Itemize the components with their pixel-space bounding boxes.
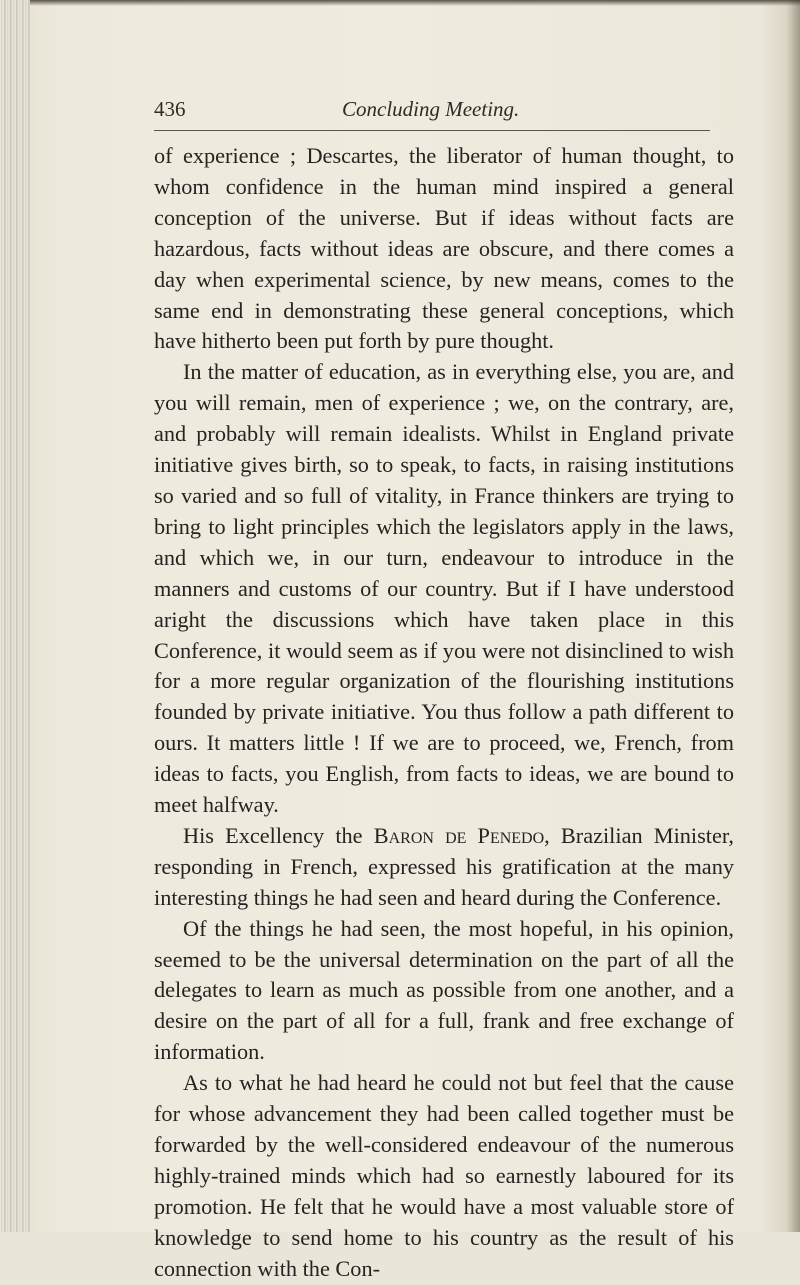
body-text: [154, 141, 734, 1285]
page-header: [154, 97, 714, 133]
header-rule: [154, 130, 710, 131]
paragraph-3: [154, 821, 734, 914]
paragraph-3-text: , Brazilian Minister, responding in French, expressed his gratification at the many interesting things he had seen and heard during the Conference.: [154, 822, 735, 910]
page-top-edge: [30, 0, 800, 6]
page-right-edge: [786, 0, 800, 1232]
paragraph-4: Of the things he had seen, the most hopeful, in his opinion, seemed to be the universal determination on the part of all the delegates to learn as much as possible from one another, and a desire on the part of all for a full, frank and free exchange of information.: [154, 915, 734, 1065]
speaker-name: Baron de Penedo: [373, 822, 545, 848]
running-title: Concluding Meeting.: [342, 97, 520, 121]
paragraph-3-lead: His Excellency the: [183, 822, 374, 848]
book-spine-shadow: [0, 0, 30, 1232]
paragraph-2: In the matter of education, as in everything else, you are, and you will remain, men of experience ; we, on the contrary, are, and probably will remain idealists. Whilst in England private initiative gives birth, so to speak, to facts, in raising institutions so varied and so full of vitality, in France thinkers are trying to bring to light principles which the legislators apply in the laws, and which we, in our turn, endeavour to introduce in the manners and customs of our country. But if I have understood aright the discussions which have taken place in this Conference, it would seem as if you were not disinclined to wish for a more regular organization of the flourishing institutions founded by private initiative. You thus follow a path different to ours. It matters little ! If we are to proceed, we, French, from ideas to facts, you English, from facts to ideas, we are bound to meet halfway.: [154, 359, 734, 818]
page-number: 436: [154, 97, 186, 121]
paragraph-5: As to what he had heard he could not but feel that the cause for whose advancement they had been called together must be forwarded by the well-considered endeavour of the numerous highly-trained minds which had so earnestly laboured for its promotion. He felt that he would have a most valuable store of knowledge to send home to his country as the result of his connection with the Con-: [154, 1070, 734, 1281]
paragraph-1: of experience ; Descartes, the liberator of human thought, to whom confidence in the human mind inspired a general conception of the universe. But if ideas without facts are hazardous, facts without ideas are obscure, and there comes a day when experimental science, by new means, comes to the same end in demonstrating these general conceptions, which have hitherto been put forth by pure thought.: [154, 143, 734, 354]
